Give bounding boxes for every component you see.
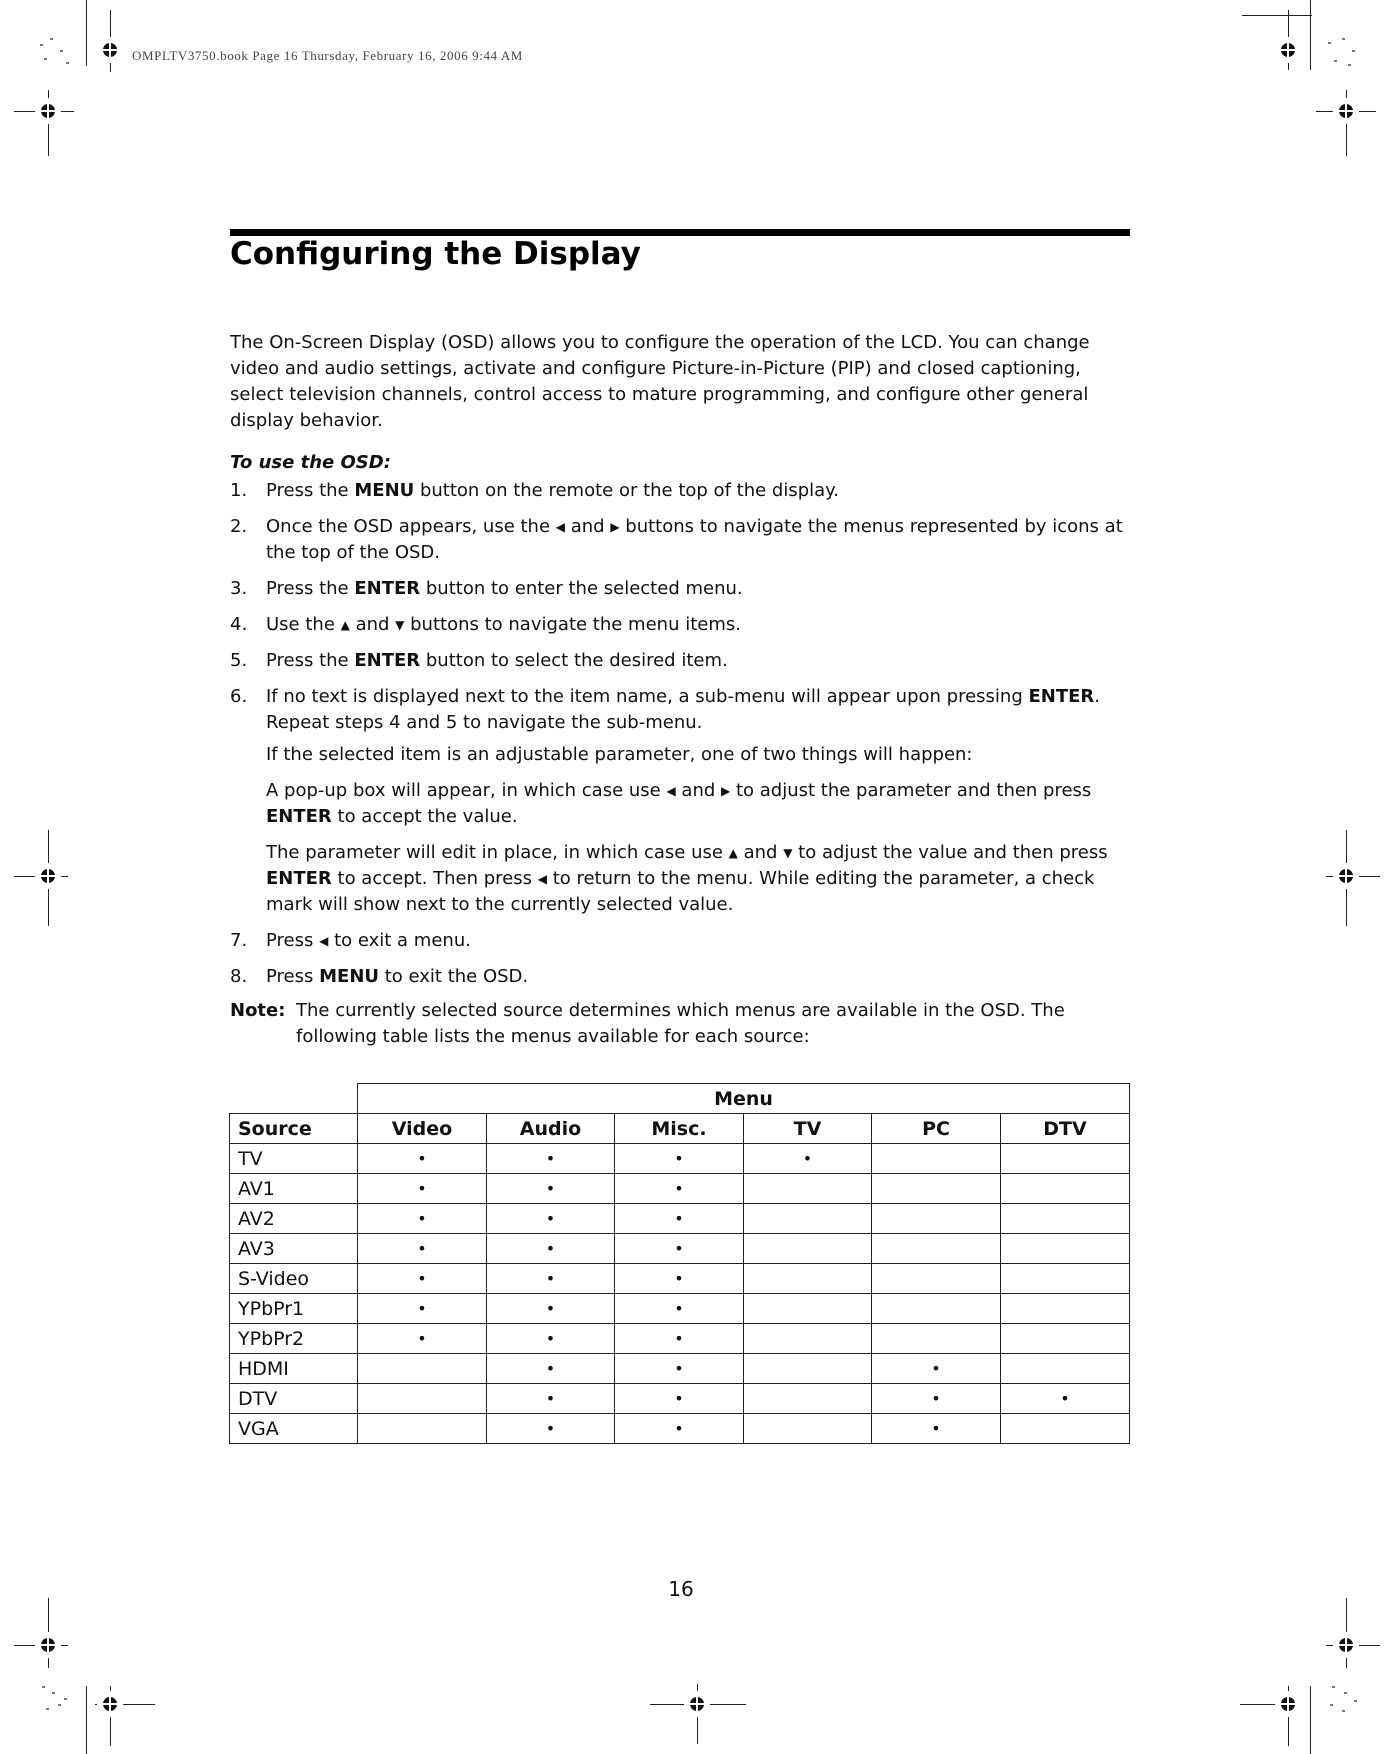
availability-cell <box>872 1294 1001 1324</box>
availability-cell: • <box>615 1234 744 1264</box>
table-row <box>230 1354 1130 1384</box>
availability-cell <box>872 1204 1001 1234</box>
source-cell: AV1 <box>230 1174 358 1204</box>
down-arrow-icon: ▼ <box>783 846 793 860</box>
substep-paragraph: If the selected item is an adjustable parameter, one of two things will happen: <box>266 744 973 765</box>
availability-cell: • <box>487 1264 615 1294</box>
table-row <box>230 1324 1130 1354</box>
availability-cell: • <box>744 1144 872 1174</box>
table-group-header-row <box>230 1084 1130 1114</box>
source-cell: YPbPr2 <box>230 1324 358 1354</box>
availability-cell: • <box>615 1414 744 1444</box>
availability-cell <box>358 1414 487 1444</box>
availability-cell <box>1001 1294 1130 1324</box>
source-cell: HDMI <box>230 1354 358 1384</box>
column-header: Audio <box>487 1114 615 1144</box>
steps-list <box>230 478 1130 736</box>
list-item: 6. If no text is displayed next to the item name, a sub-menu will appear upon pressing ENTER. Repeat steps 4 and 5 to navigate the sub-menu. <box>230 686 1101 733</box>
availability-cell <box>744 1264 872 1294</box>
availability-cell <box>1001 1414 1130 1444</box>
list-item: 4. Use the ▲ and ▼ buttons to navigate the menu items. <box>230 614 741 635</box>
column-header: Source <box>230 1114 358 1144</box>
availability-cell <box>358 1354 487 1384</box>
availability-cell: • <box>615 1144 744 1174</box>
availability-cell: • <box>487 1174 615 1204</box>
availability-cell <box>744 1324 872 1354</box>
availability-cell: • <box>487 1324 615 1354</box>
availability-cell: • <box>487 1204 615 1234</box>
availability-cell: • <box>358 1174 487 1204</box>
table-row <box>230 1204 1130 1234</box>
availability-cell <box>872 1144 1001 1174</box>
table-row <box>230 1384 1130 1414</box>
column-header: Misc. <box>615 1114 744 1144</box>
note-label: Note: <box>230 1000 286 1021</box>
availability-cell <box>1001 1324 1130 1354</box>
column-header: Video <box>358 1114 487 1144</box>
menu-availability-table <box>229 1083 1130 1444</box>
note-paragraph: Note: The currently selected source determines which menus are available in the OSD. The following table lists the menus available for each source: <box>230 1000 1065 1047</box>
source-cell: AV2 <box>230 1204 358 1234</box>
menu-group-header: Menu <box>358 1084 1130 1114</box>
source-cell: TV <box>230 1144 358 1174</box>
availability-cell: • <box>615 1384 744 1414</box>
table-row <box>230 1294 1130 1324</box>
up-arrow-icon: ▲ <box>728 846 738 860</box>
right-arrow-icon: ▶ <box>610 520 620 534</box>
up-arrow-icon: ▲ <box>340 618 350 632</box>
availability-cell <box>744 1384 872 1414</box>
list-item: 1. Press the MENU button on the remote or the top of the display. <box>230 480 839 501</box>
page-title: Configuring the Display <box>230 236 641 272</box>
availability-cell <box>872 1324 1001 1354</box>
list-item: 2. Once the OSD appears, use the ◀ and ▶ buttons to navigate the menus represented by icons at the top of the OSD. <box>230 516 1123 563</box>
availability-cell: • <box>487 1234 615 1264</box>
availability-cell: • <box>615 1354 744 1384</box>
left-arrow-icon: ◀ <box>537 872 547 886</box>
list-item: 5. Press the ENTER button to select the desired item. <box>230 650 728 671</box>
column-header: TV <box>744 1114 872 1144</box>
availability-cell: • <box>358 1204 487 1234</box>
intro-paragraph: The On-Screen Display (OSD) allows you to configure the operation of the LCD. You can change video and audio settings, activate and configure Picture-in-Picture (PIP) and closed captioning, select television channels, control access to mature programming, and configure other general display behavior. <box>230 332 1090 431</box>
availability-cell: • <box>615 1294 744 1324</box>
body-content <box>230 330 1130 1050</box>
table-row <box>230 1174 1130 1204</box>
availability-cell: • <box>358 1294 487 1324</box>
list-item: 7. Press ◀ to exit a menu. <box>230 930 471 951</box>
availability-cell <box>1001 1234 1130 1264</box>
availability-cell <box>744 1174 872 1204</box>
availability-cell: • <box>358 1234 487 1264</box>
availability-cell <box>744 1234 872 1264</box>
availability-cell: • <box>615 1174 744 1204</box>
table-header-row <box>230 1114 1130 1144</box>
print-slug: OMPLTV3750.book Page 16 Thursday, February 16, 2006 9:44 AM <box>132 48 523 63</box>
availability-cell: • <box>615 1204 744 1234</box>
source-cell: DTV <box>230 1384 358 1414</box>
down-arrow-icon: ▼ <box>395 618 405 632</box>
availability-cell: • <box>487 1384 615 1414</box>
availability-cell <box>872 1174 1001 1204</box>
steps-list-continued <box>230 928 1130 990</box>
availability-cell <box>744 1354 872 1384</box>
right-arrow-icon: ▶ <box>721 784 731 798</box>
availability-cell: • <box>358 1324 487 1354</box>
availability-cell <box>744 1414 872 1444</box>
left-arrow-icon: ◀ <box>319 934 329 948</box>
availability-cell: • <box>872 1414 1001 1444</box>
list-item: 3. Press the ENTER button to enter the selected menu. <box>230 578 743 599</box>
availability-cell: • <box>487 1294 615 1324</box>
availability-cell <box>1001 1264 1130 1294</box>
availability-cell: • <box>358 1264 487 1294</box>
column-header: DTV <box>1001 1114 1130 1144</box>
source-cell: YPbPr1 <box>230 1294 358 1324</box>
table-row <box>230 1144 1130 1174</box>
availability-cell <box>1001 1144 1130 1174</box>
substep-paragraph: A pop-up box will appear, in which case use ◀ and ▶ to adjust the parameter and then press ENTER to accept the value. <box>266 780 1092 827</box>
table-row <box>230 1234 1130 1264</box>
availability-cell: • <box>1001 1384 1130 1414</box>
availability-cell <box>872 1264 1001 1294</box>
availability-cell: • <box>872 1354 1001 1384</box>
availability-cell: • <box>487 1414 615 1444</box>
availability-cell: • <box>487 1354 615 1384</box>
availability-cell <box>1001 1354 1130 1384</box>
availability-cell <box>1001 1204 1130 1234</box>
table-row <box>230 1264 1130 1294</box>
availability-cell <box>358 1384 487 1414</box>
availability-cell: • <box>615 1264 744 1294</box>
title-rule <box>230 229 1130 236</box>
source-cell: AV3 <box>230 1234 358 1264</box>
source-cell: S-Video <box>230 1264 358 1294</box>
substep-paragraph: The parameter will edit in place, in which case use ▲ and ▼ to adjust the value and then press ENTER to accept. Then press ◀ to return to the menu. While editing the parameter, a check mark will show next to the currently selected value. <box>266 842 1108 915</box>
page-number: 16 <box>668 1577 694 1601</box>
availability-cell: • <box>358 1144 487 1174</box>
list-item: 8. Press MENU to exit the OSD. <box>230 966 529 987</box>
availability-cell <box>744 1294 872 1324</box>
availability-cell <box>744 1204 872 1234</box>
source-cell: VGA <box>230 1414 358 1444</box>
column-header: PC <box>872 1114 1001 1144</box>
availability-cell <box>1001 1174 1130 1204</box>
procedure-heading: To use the OSD: <box>230 452 391 473</box>
left-arrow-icon: ◀ <box>555 520 565 534</box>
availability-cell: • <box>487 1144 615 1174</box>
availability-cell <box>872 1234 1001 1264</box>
table-row <box>230 1414 1130 1444</box>
left-arrow-icon: ◀ <box>666 784 676 798</box>
availability-cell: • <box>615 1324 744 1354</box>
availability-cell: • <box>872 1384 1001 1414</box>
